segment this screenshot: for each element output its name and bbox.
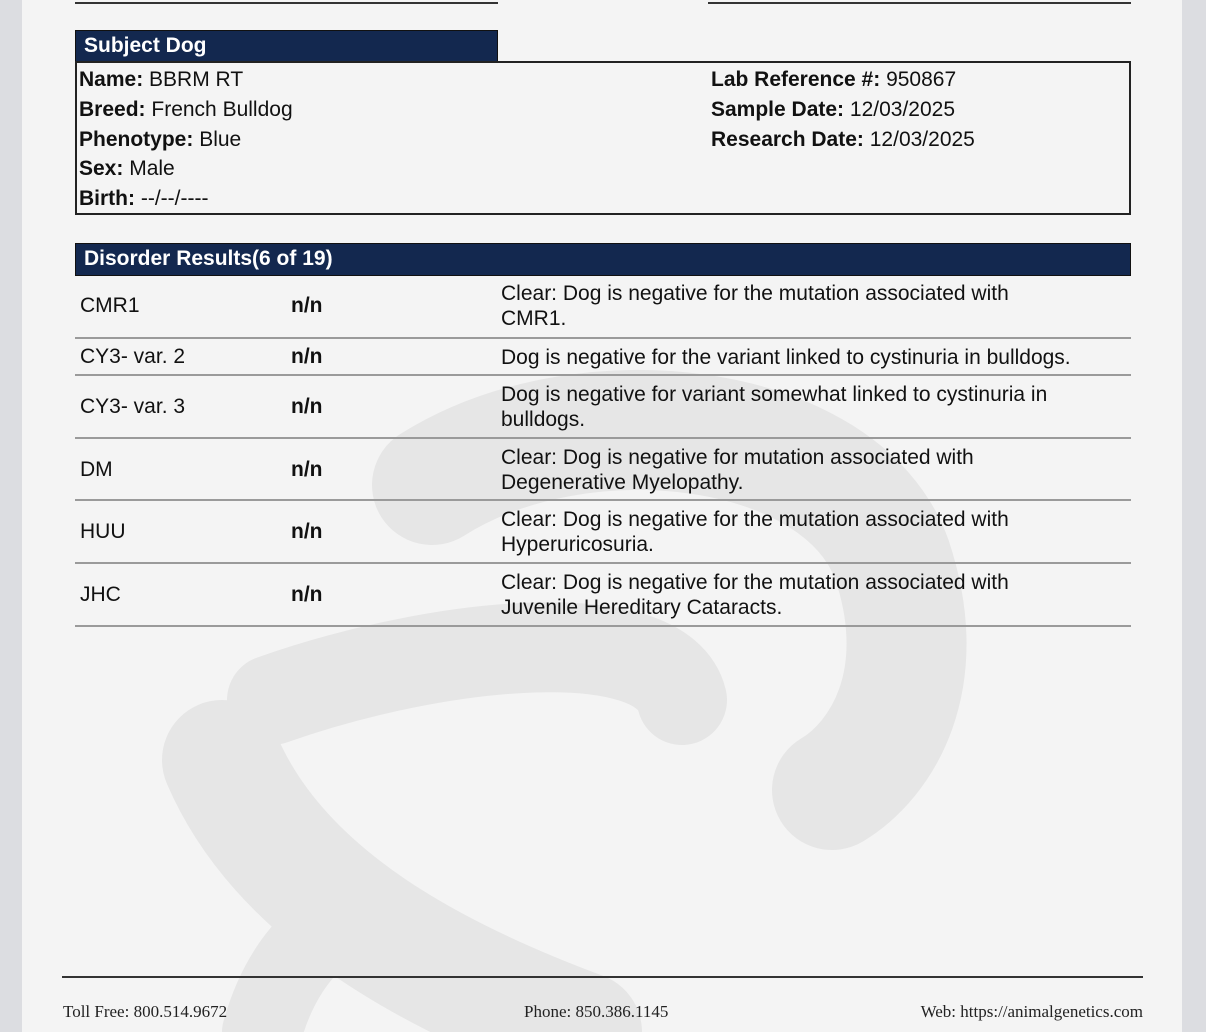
- footer-website-link[interactable]: Web: https://animalgenetics.com: [920, 1002, 1143, 1021]
- disorder-name: DM: [80, 458, 113, 481]
- description-line: Clear: Dog is negative for the mutation associated with: [501, 571, 1009, 594]
- sample-date-label: Sample Date:: [711, 98, 845, 121]
- disorder-results-table: [75, 276, 1131, 627]
- description-line: Clear: Dog is negative for the mutation associated with: [501, 282, 1009, 305]
- subject-dog-box: [75, 61, 1131, 215]
- disorder-name: CY3- var. 3: [80, 395, 186, 418]
- disorder-name: CY3- var. 2: [80, 345, 186, 368]
- birth-field: [79, 187, 208, 211]
- description-line: Degenerative Myelopathy.: [501, 471, 744, 494]
- footer-phone: Phone: 850.386.1145: [524, 1002, 669, 1021]
- disorder-name: CMR1: [80, 294, 140, 317]
- disorder-description: [501, 445, 1131, 495]
- disorder-name: HUU: [80, 520, 126, 543]
- name-label: Name:: [79, 68, 144, 91]
- genotype: n/n: [291, 520, 323, 543]
- phenotype-label: Phenotype:: [79, 128, 194, 151]
- description-line: Clear: Dog is negative for the mutation associated with: [501, 508, 1009, 531]
- birth-value: --/--/----: [140, 187, 209, 210]
- description-line: Clear: Dog is negative for mutation associated with: [501, 446, 974, 469]
- description-line: Hyperuricosuria.: [501, 533, 654, 556]
- subject-dog-header: Subject Dog: [75, 30, 498, 62]
- genotype: n/n: [291, 458, 323, 481]
- sex-field: [79, 157, 175, 181]
- footer-toll-free: Toll Free: 800.514.9672: [63, 1002, 228, 1021]
- breed-field: [79, 98, 293, 122]
- table-row: [75, 501, 1131, 564]
- birth-label: Birth:: [79, 187, 135, 210]
- description-line: Dog is negative for variant somewhat linked to cystinuria in: [501, 383, 1048, 406]
- breed-label: Breed:: [79, 98, 146, 121]
- lab-reference-field: [711, 68, 956, 92]
- description-line: CMR1.: [501, 307, 567, 330]
- disorder-description: [501, 507, 1131, 557]
- report-page: [22, 0, 1182, 1032]
- genotype: n/n: [291, 294, 323, 317]
- disorder-description: [501, 345, 1131, 370]
- lab-reference-label: Lab Reference #:: [711, 68, 881, 91]
- table-row: [75, 376, 1131, 439]
- description-line: Dog is negative for the variant linked to cystinuria in bulldogs.: [501, 346, 1071, 369]
- previous-box-right-edge: [708, 0, 1131, 4]
- genotype: n/n: [291, 345, 323, 368]
- disorder-name: JHC: [80, 583, 121, 606]
- table-row: [75, 339, 1131, 376]
- breed-value: French Bulldog: [151, 98, 293, 121]
- phenotype-value: Blue: [199, 128, 242, 151]
- research-date-field: [711, 128, 975, 152]
- name-value: BBRM RT: [149, 68, 244, 91]
- genotype: n/n: [291, 583, 323, 606]
- disorder-results-header: Disorder Results(6 of 19): [75, 243, 1131, 276]
- research-date-value: 12/03/2025: [869, 128, 975, 151]
- description-line: Juvenile Hereditary Cataracts.: [501, 596, 783, 619]
- name-field: [79, 68, 243, 92]
- sex-value: Male: [129, 157, 175, 180]
- sex-label: Sex:: [79, 157, 124, 180]
- disorder-description: [501, 570, 1131, 620]
- footer-divider: [62, 976, 1143, 978]
- research-date-label: Research Date:: [711, 128, 864, 151]
- description-line: bulldogs.: [501, 408, 586, 431]
- genotype: n/n: [291, 395, 323, 418]
- table-row: [75, 564, 1131, 627]
- previous-box-left-edge: [75, 0, 498, 4]
- disorder-description: [501, 382, 1131, 432]
- phenotype-field: [79, 128, 241, 152]
- table-row: [75, 439, 1131, 501]
- sample-date-value: 12/03/2025: [849, 98, 955, 121]
- lab-reference-value: 950867: [886, 68, 957, 91]
- disorder-description: [501, 281, 1131, 331]
- table-row: [75, 276, 1131, 339]
- sample-date-field: [711, 98, 955, 122]
